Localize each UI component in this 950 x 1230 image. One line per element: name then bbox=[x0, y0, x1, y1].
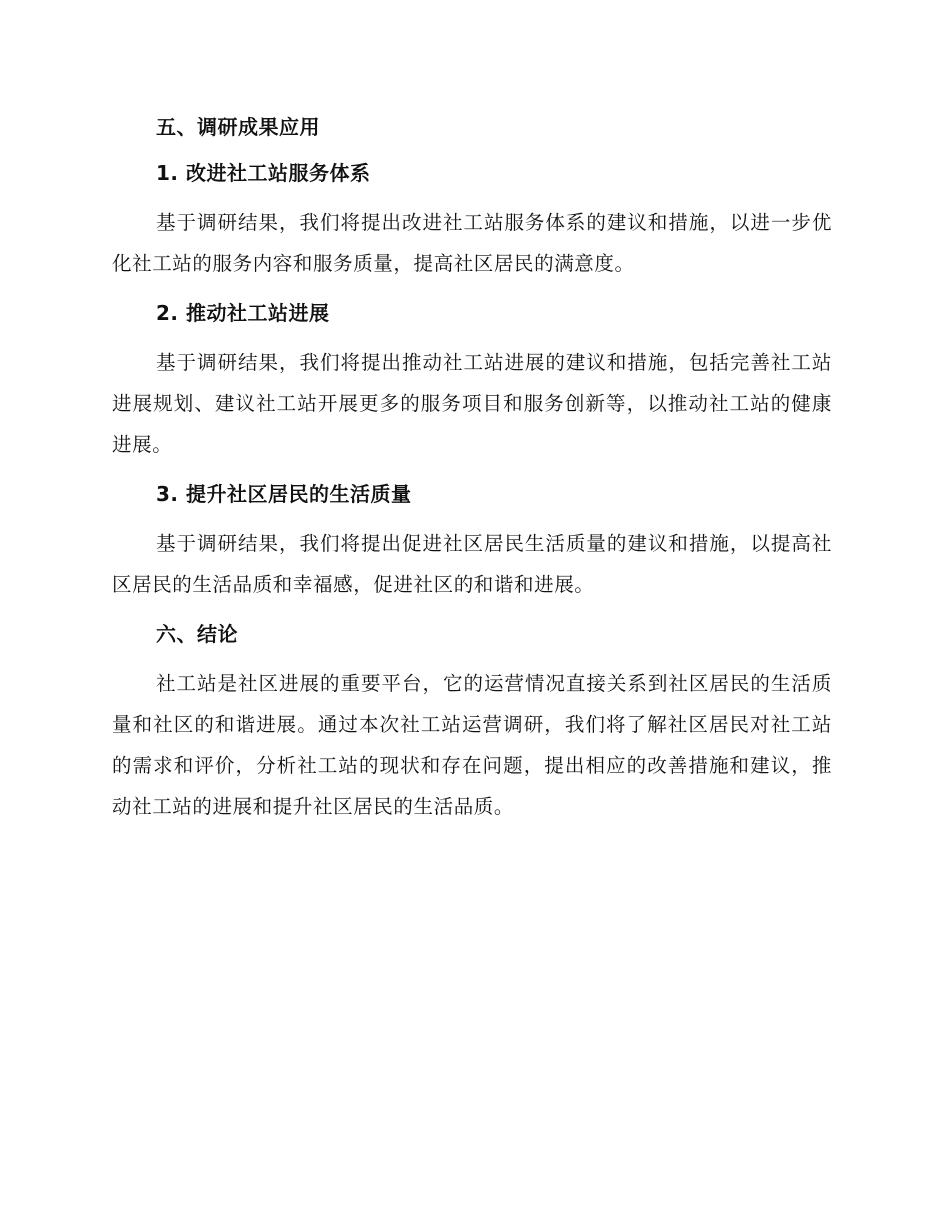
paragraph-conclusion: 社工站是社区进展的重要平台，它的运营情况直接关系到社区居民的生活质量和社区的和谐进展。通过本次社工站运营调研，我们将了解社区居民对社工站的需求和评价，分析社工站的现状和存在问题，提出相应的改善措施和建议，推动社工站的进展和提升社区居民的生活品质。 bbox=[112, 672, 832, 818]
subheading-promote-station-development: 2. 推动社工站进展 bbox=[156, 301, 330, 325]
subheading-improve-quality-of-life: 3. 提升社区居民的生活质量 bbox=[156, 482, 412, 506]
document-page bbox=[112, 110, 832, 839]
paragraph-improve-quality-of-life: 基于调研结果，我们将提出促进社区居民生活质量的建议和措施，以提高社区居民的生活品质和幸福感，促进社区的和谐和进展。 bbox=[112, 532, 832, 596]
paragraph-promote-station-development: 基于调研结果，我们将提出推动社工站进展的建议和措施，包括完善社工站进展规划、建议社工站开展更多的服务项目和服务创新等，以推动社工站的健康进展。 bbox=[112, 351, 832, 456]
paragraph-improve-service-system: 基于调研结果，我们将提出改进社工站服务体系的建议和措施，以进一步优化社工站的服务内容和服务质量，提高社区居民的满意度。 bbox=[112, 211, 832, 275]
section-heading-results-application: 五、调研成果应用 bbox=[156, 115, 320, 139]
subheading-improve-service-system: 1. 改进社工站服务体系 bbox=[156, 161, 371, 185]
section-heading-conclusion: 六、结论 bbox=[156, 622, 238, 646]
